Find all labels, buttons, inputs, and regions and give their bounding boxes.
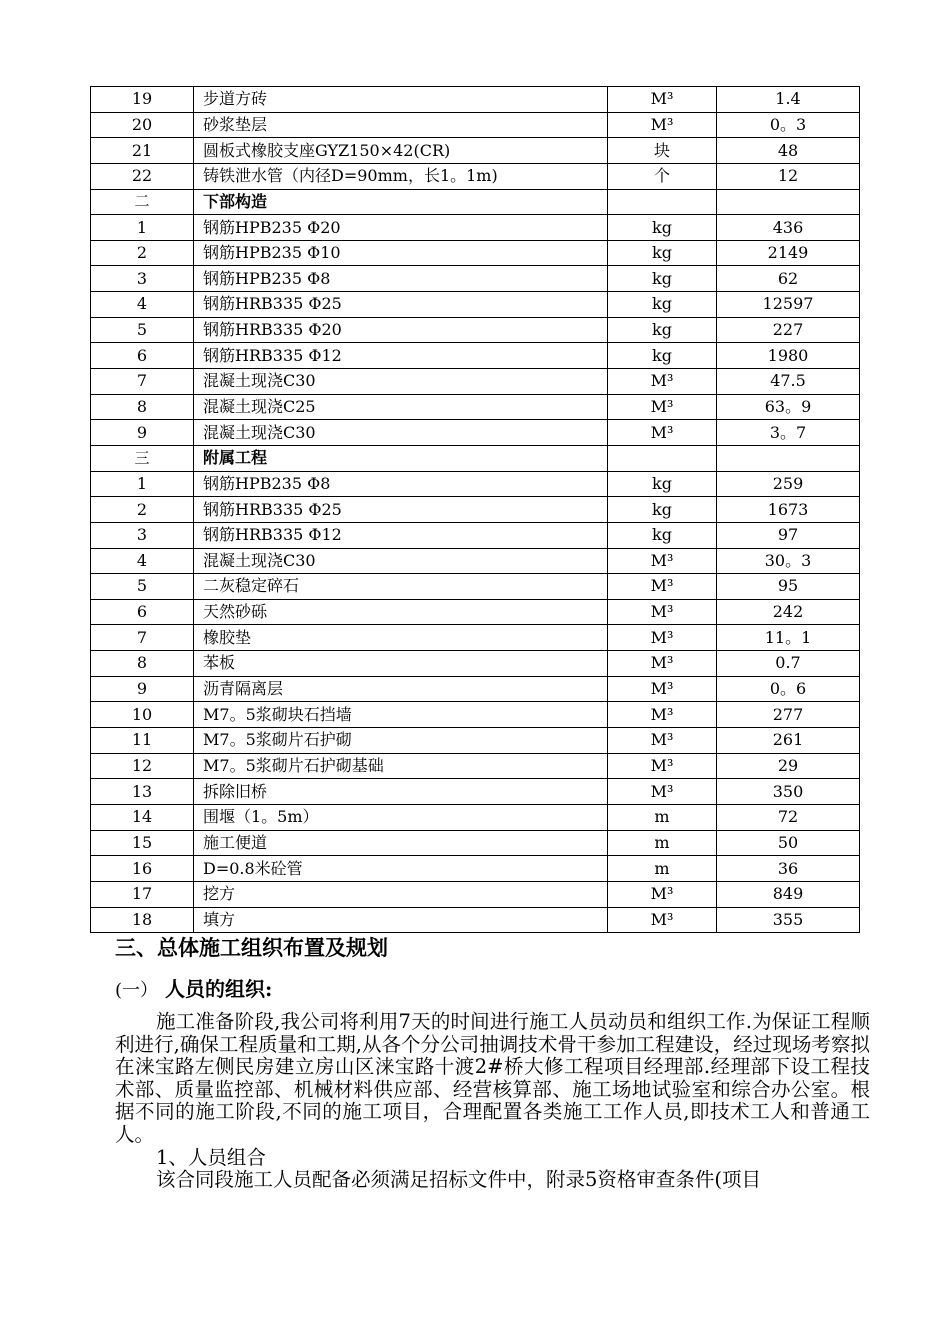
quantity-cell: 227 [717,317,860,343]
item-number-cell: 3 [91,266,194,292]
quantity-cell [717,189,860,215]
quantity-cell: 47.5 [717,369,860,395]
item-name-cell: 钢筋HRB335 Φ25 [194,292,608,318]
paragraph: 施工准备阶段,我公司将利用7天的时间进行施工人员动员和组织工作.为保证工程顺利进行,确保工程质量和工期,从各个分公司抽调技术骨干参加工程建设，经过现场考察拟在涞宝路左侧民房建立房山区涞宝路十渡2#桥大修工程项目经理部.经理部下设工程技术部、质量监控部、机械材料供应部、经营核算部、施工场地试验室和综合办公室。根据不同的施工阶段,不同的施工项目，合理配置各类施工工作人员,即技术工人和普通工人。 [115,1010,870,1146]
unit-cell: kg [608,522,717,548]
item-number-cell: 4 [91,292,194,318]
quantity-cell: 849 [717,881,860,907]
item-number-cell: 16 [91,856,194,882]
item-number-cell: 13 [91,779,194,805]
quantity-cell: 30。3 [717,548,860,574]
table-row [91,240,860,266]
quantity-table-body [91,87,860,933]
item-number-cell: 21 [91,138,194,164]
quantity-cell: 1673 [717,497,860,523]
table-row [91,779,860,805]
item-number-cell: 9 [91,420,194,446]
quantity-cell: 0。6 [717,676,860,702]
item-number-cell: 三 [91,445,194,471]
item-number-cell: 7 [91,625,194,651]
quantity-table [90,86,860,933]
item-name-cell: M7。5浆砌片石护砌基础 [194,753,608,779]
subsection-prefix: (一） [115,980,159,1001]
unit-cell: m [608,830,717,856]
unit-cell: m [608,804,717,830]
quantity-cell: 0。3 [717,112,860,138]
quantity-cell: 36 [717,856,860,882]
item-name-cell: 钢筋HPB235 Φ8 [194,266,608,292]
table-row [91,599,860,625]
item-name-cell: 圆板式橡胶支座GYZ150×42(CR) [194,138,608,164]
item-name-cell: 混凝土现浇C30 [194,369,608,395]
quantity-cell: 0.7 [717,651,860,677]
table-row [91,907,860,933]
unit-cell: kg [608,317,717,343]
item-name-cell: 步道方砖 [194,87,608,113]
unit-cell: M³ [608,676,717,702]
item-name-cell: 混凝土现浇C30 [194,420,608,446]
item-name-cell: 附属工程 [194,445,608,471]
table-row [91,702,860,728]
item-number-cell: 19 [91,87,194,113]
quantity-cell: 97 [717,522,860,548]
item-number-cell: 5 [91,574,194,600]
unit-cell: kg [608,292,717,318]
quantity-cell: 12597 [717,292,860,318]
item-number-cell: 20 [91,112,194,138]
item-number-cell: 5 [91,317,194,343]
item-name-cell: 混凝土现浇C30 [194,548,608,574]
item-number-cell: 12 [91,753,194,779]
table-row [91,317,860,343]
paragraph: 1、人员组合 [156,1145,266,1169]
item-name-cell: 沥青隔离层 [194,676,608,702]
unit-cell: m [608,856,717,882]
table-row [91,676,860,702]
quantity-cell: 11。1 [717,625,860,651]
item-name-cell: 天然砂砾 [194,599,608,625]
item-name-cell: 钢筋HPB235 Φ20 [194,215,608,241]
item-number-cell: 17 [91,881,194,907]
body-text [115,1011,870,1192]
quantity-cell: 62 [717,266,860,292]
item-name-cell: M7。5浆砌块石挡墙 [194,702,608,728]
table-row [91,522,860,548]
quantity-cell: 3。7 [717,420,860,446]
unit-cell: M³ [608,728,717,754]
quantity-cell: 63。9 [717,394,860,420]
table-row [91,856,860,882]
table-row [91,112,860,138]
unit-cell: M³ [608,625,717,651]
unit-cell: kg [608,240,717,266]
table-row [91,87,860,113]
item-name-cell: 铸铁泄水管（内径D=90mm，长1。1m) [194,163,608,189]
table-row [91,497,860,523]
quantity-cell: 436 [717,215,860,241]
item-name-cell: 钢筋HRB335 Φ12 [194,343,608,369]
item-number-cell: 14 [91,804,194,830]
unit-cell: M³ [608,574,717,600]
unit-cell: M³ [608,702,717,728]
item-number-cell: 4 [91,548,194,574]
item-name-cell: 钢筋HPB235 Φ10 [194,240,608,266]
item-name-cell: 钢筋HPB235 Φ8 [194,471,608,497]
subsection-title: 人员的组织: [165,977,273,1001]
unit-cell: kg [608,343,717,369]
section-row [91,189,860,215]
item-number-cell: 2 [91,497,194,523]
quantity-cell: 261 [717,728,860,754]
unit-cell: M³ [608,420,717,446]
item-name-cell: 拆除旧桥 [194,779,608,805]
unit-cell: M³ [608,881,717,907]
item-number-cell: 18 [91,907,194,933]
item-number-cell: 1 [91,471,194,497]
quantity-cell: 2149 [717,240,860,266]
table-row [91,574,860,600]
item-name-cell: 钢筋HRB335 Φ25 [194,497,608,523]
table-row [91,266,860,292]
paragraph: 该合同段施工人员配备必须满足招标文件中，附录5资格审查条件(项目 [156,1168,762,1192]
quantity-cell: 72 [717,804,860,830]
item-name-cell: 施工便道 [194,830,608,856]
unit-cell: kg [608,497,717,523]
item-name-cell: 填方 [194,907,608,933]
unit-cell: M³ [608,779,717,805]
quantity-cell: 95 [717,574,860,600]
item-number-cell: 2 [91,240,194,266]
table-row [91,292,860,318]
unit-cell: M³ [608,87,717,113]
table-row [91,471,860,497]
quantity-cell: 50 [717,830,860,856]
quantity-cell: 355 [717,907,860,933]
item-number-cell: 7 [91,369,194,395]
item-name-cell: 下部构造 [194,189,608,215]
unit-cell: M³ [608,394,717,420]
unit-cell: M³ [608,599,717,625]
section-row [91,445,860,471]
item-name-cell: 混凝土现浇C25 [194,394,608,420]
item-number-cell: 15 [91,830,194,856]
unit-cell [608,445,717,471]
item-name-cell: 橡胶垫 [194,625,608,651]
item-number-cell: 6 [91,343,194,369]
unit-cell: M³ [608,651,717,677]
item-name-cell: D=0.8米砼管 [194,856,608,882]
table-row [91,753,860,779]
item-name-cell: 二灰稳定碎石 [194,574,608,600]
item-number-cell: 9 [91,676,194,702]
item-name-cell: 钢筋HRB335 Φ20 [194,317,608,343]
unit-cell: M³ [608,753,717,779]
item-name-cell: 围堰（1。5m） [194,804,608,830]
subsection-heading [115,973,272,1002]
table-row [91,163,860,189]
quantity-cell: 12 [717,163,860,189]
unit-cell: 块 [608,138,717,164]
unit-cell: kg [608,215,717,241]
table-row [91,369,860,395]
unit-cell: M³ [608,369,717,395]
section-heading: 三、总体施工组织布置及规划 [115,935,388,960]
item-number-cell: 6 [91,599,194,625]
table-row [91,394,860,420]
quantity-cell: 350 [717,779,860,805]
quantity-cell: 1980 [717,343,860,369]
item-name-cell: 砂浆垫层 [194,112,608,138]
item-number-cell: 3 [91,522,194,548]
table-row [91,548,860,574]
item-name-cell: 钢筋HRB335 Φ12 [194,522,608,548]
unit-cell: M³ [608,112,717,138]
item-number-cell: 1 [91,215,194,241]
unit-cell [608,189,717,215]
item-name-cell: M7。5浆砌片石护砌 [194,728,608,754]
table-row [91,881,860,907]
item-number-cell: 8 [91,394,194,420]
quantity-cell: 1.4 [717,87,860,113]
unit-cell: 个 [608,163,717,189]
table-row [91,728,860,754]
item-number-cell: 22 [91,163,194,189]
table-row [91,651,860,677]
table-row [91,215,860,241]
item-name-cell: 苯板 [194,651,608,677]
unit-cell: kg [608,471,717,497]
table-row [91,830,860,856]
unit-cell: M³ [608,548,717,574]
quantity-cell [717,445,860,471]
item-name-cell: 挖方 [194,881,608,907]
table-row [91,420,860,446]
quantity-cell: 242 [717,599,860,625]
item-number-cell: 11 [91,728,194,754]
quantity-cell: 277 [717,702,860,728]
unit-cell: M³ [608,907,717,933]
quantity-cell: 29 [717,753,860,779]
table-row [91,804,860,830]
unit-cell: kg [608,266,717,292]
item-number-cell: 二 [91,189,194,215]
table-row [91,343,860,369]
quantity-cell: 259 [717,471,860,497]
quantity-cell: 48 [717,138,860,164]
item-number-cell: 10 [91,702,194,728]
table-row [91,138,860,164]
table-row [91,625,860,651]
item-number-cell: 8 [91,651,194,677]
